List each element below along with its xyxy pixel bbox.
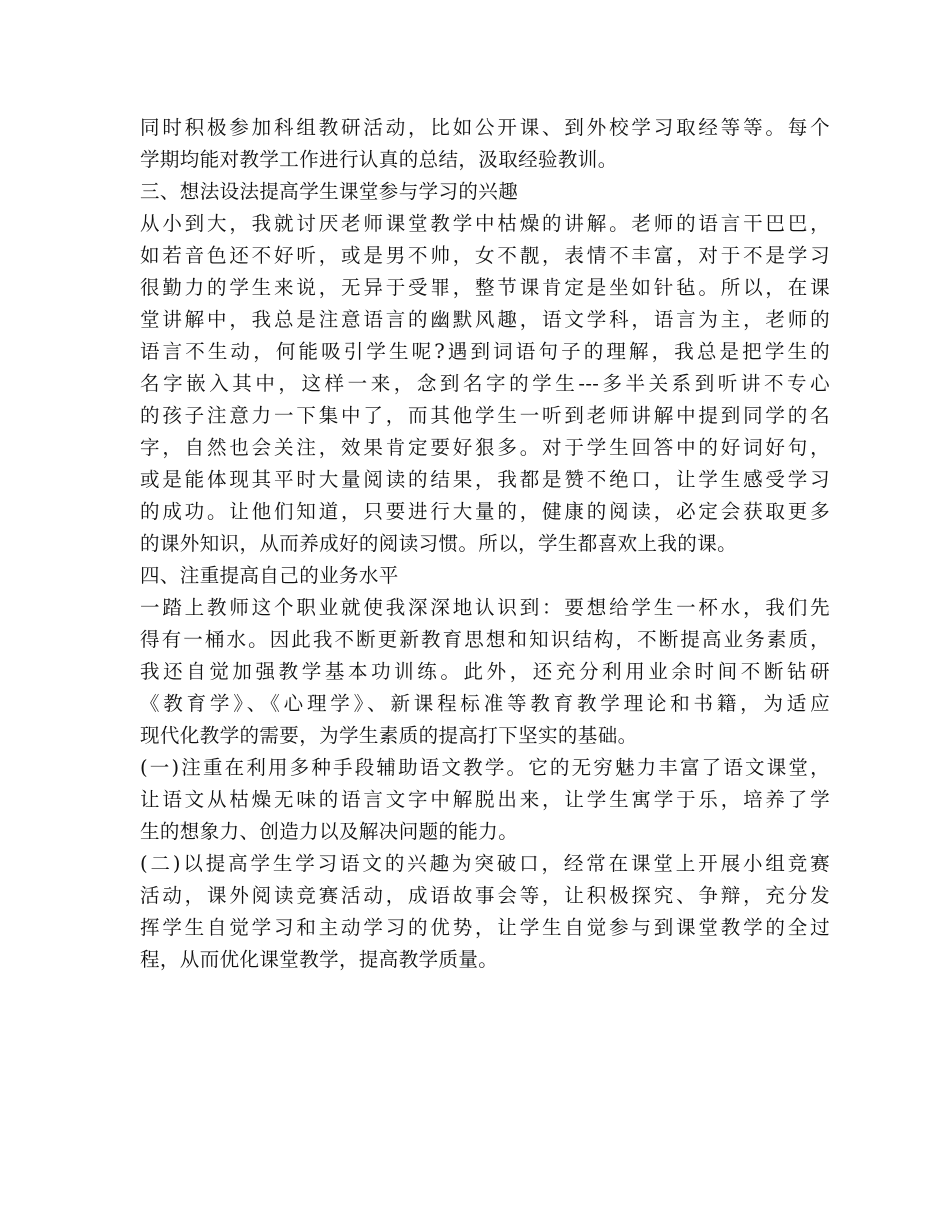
text-line: 的成功。让他们知道，只要进行大量的，健康的阅读，必定会获取更多 [140, 500, 830, 523]
text-line: 很勤力的学生来说，无异于受罪，整节课肯定是坐如针毡。所以，在课 [140, 276, 830, 299]
text-line: 四、注重提高自己的业务水平 [140, 564, 399, 587]
text-line: 活动，课外阅读竞赛活动，成语故事会等，让积极探究、争辩，充分发 [140, 884, 830, 907]
text-line: 现代化教学的需要，为学生素质的提高打下坚实的基础。 [140, 724, 638, 747]
text-line: 从小到大，我就讨厌老师课堂教学中枯燥的讲解。老师的语言干巴巴， [140, 212, 830, 235]
text-line: 学期均能对教学工作进行认真的总结，汲取经验教训。 [140, 148, 618, 171]
text-line: 我还自觉加强教学基本功训练。此外，还充分利用业余时间不断钻研 [140, 660, 830, 683]
text-line: 让语文从枯燥无味的语言文字中解脱出来，让学生寓学于乐，培养了学 [140, 788, 830, 811]
text-line: 名字嵌入其中，这样一来，念到名字的学生---多半关系到听讲不专心 [140, 372, 830, 395]
text-line: (一)注重在利用多种手段辅助语文教学。它的无穷魅力丰富了语文课堂， [140, 756, 830, 779]
text-line: 如若音色还不好听，或是男不帅，女不靓，表情不丰富，对于不是学习 [140, 244, 830, 267]
text-line: 同时积极参加科组教研活动，比如公开课、到外校学习取经等等。每个 [140, 116, 830, 139]
text-line: (二)以提高学生学习语文的兴趣为突破口，经常在课堂上开展小组竞赛 [140, 852, 830, 875]
text-line: 生的想象力、创造力以及解决问题的能力。 [140, 820, 519, 843]
document-body [140, 112, 830, 976]
text-line: 语言不生动，何能吸引学生呢?遇到词语句子的理解，我总是把学生的 [140, 340, 830, 363]
text-line: 字，自然也会关注，效果肯定要好狠多。对于学生回答中的好词好句， [140, 436, 830, 459]
text-line: 三、想法设法提高学生课堂参与学习的兴趣 [140, 180, 519, 203]
text-line: 一踏上教师这个职业就使我深深地认识到：要想给学生一杯水，我们先 [140, 596, 830, 619]
text-line: 得有一桶水。因此我不断更新教育思想和知识结构，不断提高业务素质， [140, 628, 830, 651]
text-line: 的课外知识，从而养成好的阅读习惯。所以，学生都喜欢上我的课。 [140, 532, 738, 555]
text-line: 程，从而优化课堂教学，提高教学质量。 [140, 948, 499, 971]
text-line: 堂讲解中，我总是注意语言的幽默风趣，语文学科，语言为主，老师的 [140, 308, 830, 331]
text-line: 《教育学》、《心理学》、新课程标准等教育教学理论和书籍，为适应 [140, 692, 830, 715]
text-line: 挥学生自觉学习和主动学习的优势，让学生自觉参与到课堂教学的全过 [140, 916, 830, 939]
text-line: 的孩子注意力一下集中了，而其他学生一听到老师讲解中提到同学的名 [140, 404, 830, 427]
text-line: 或是能体现其平时大量阅读的结果，我都是赞不绝口，让学生感受学习 [140, 468, 830, 491]
